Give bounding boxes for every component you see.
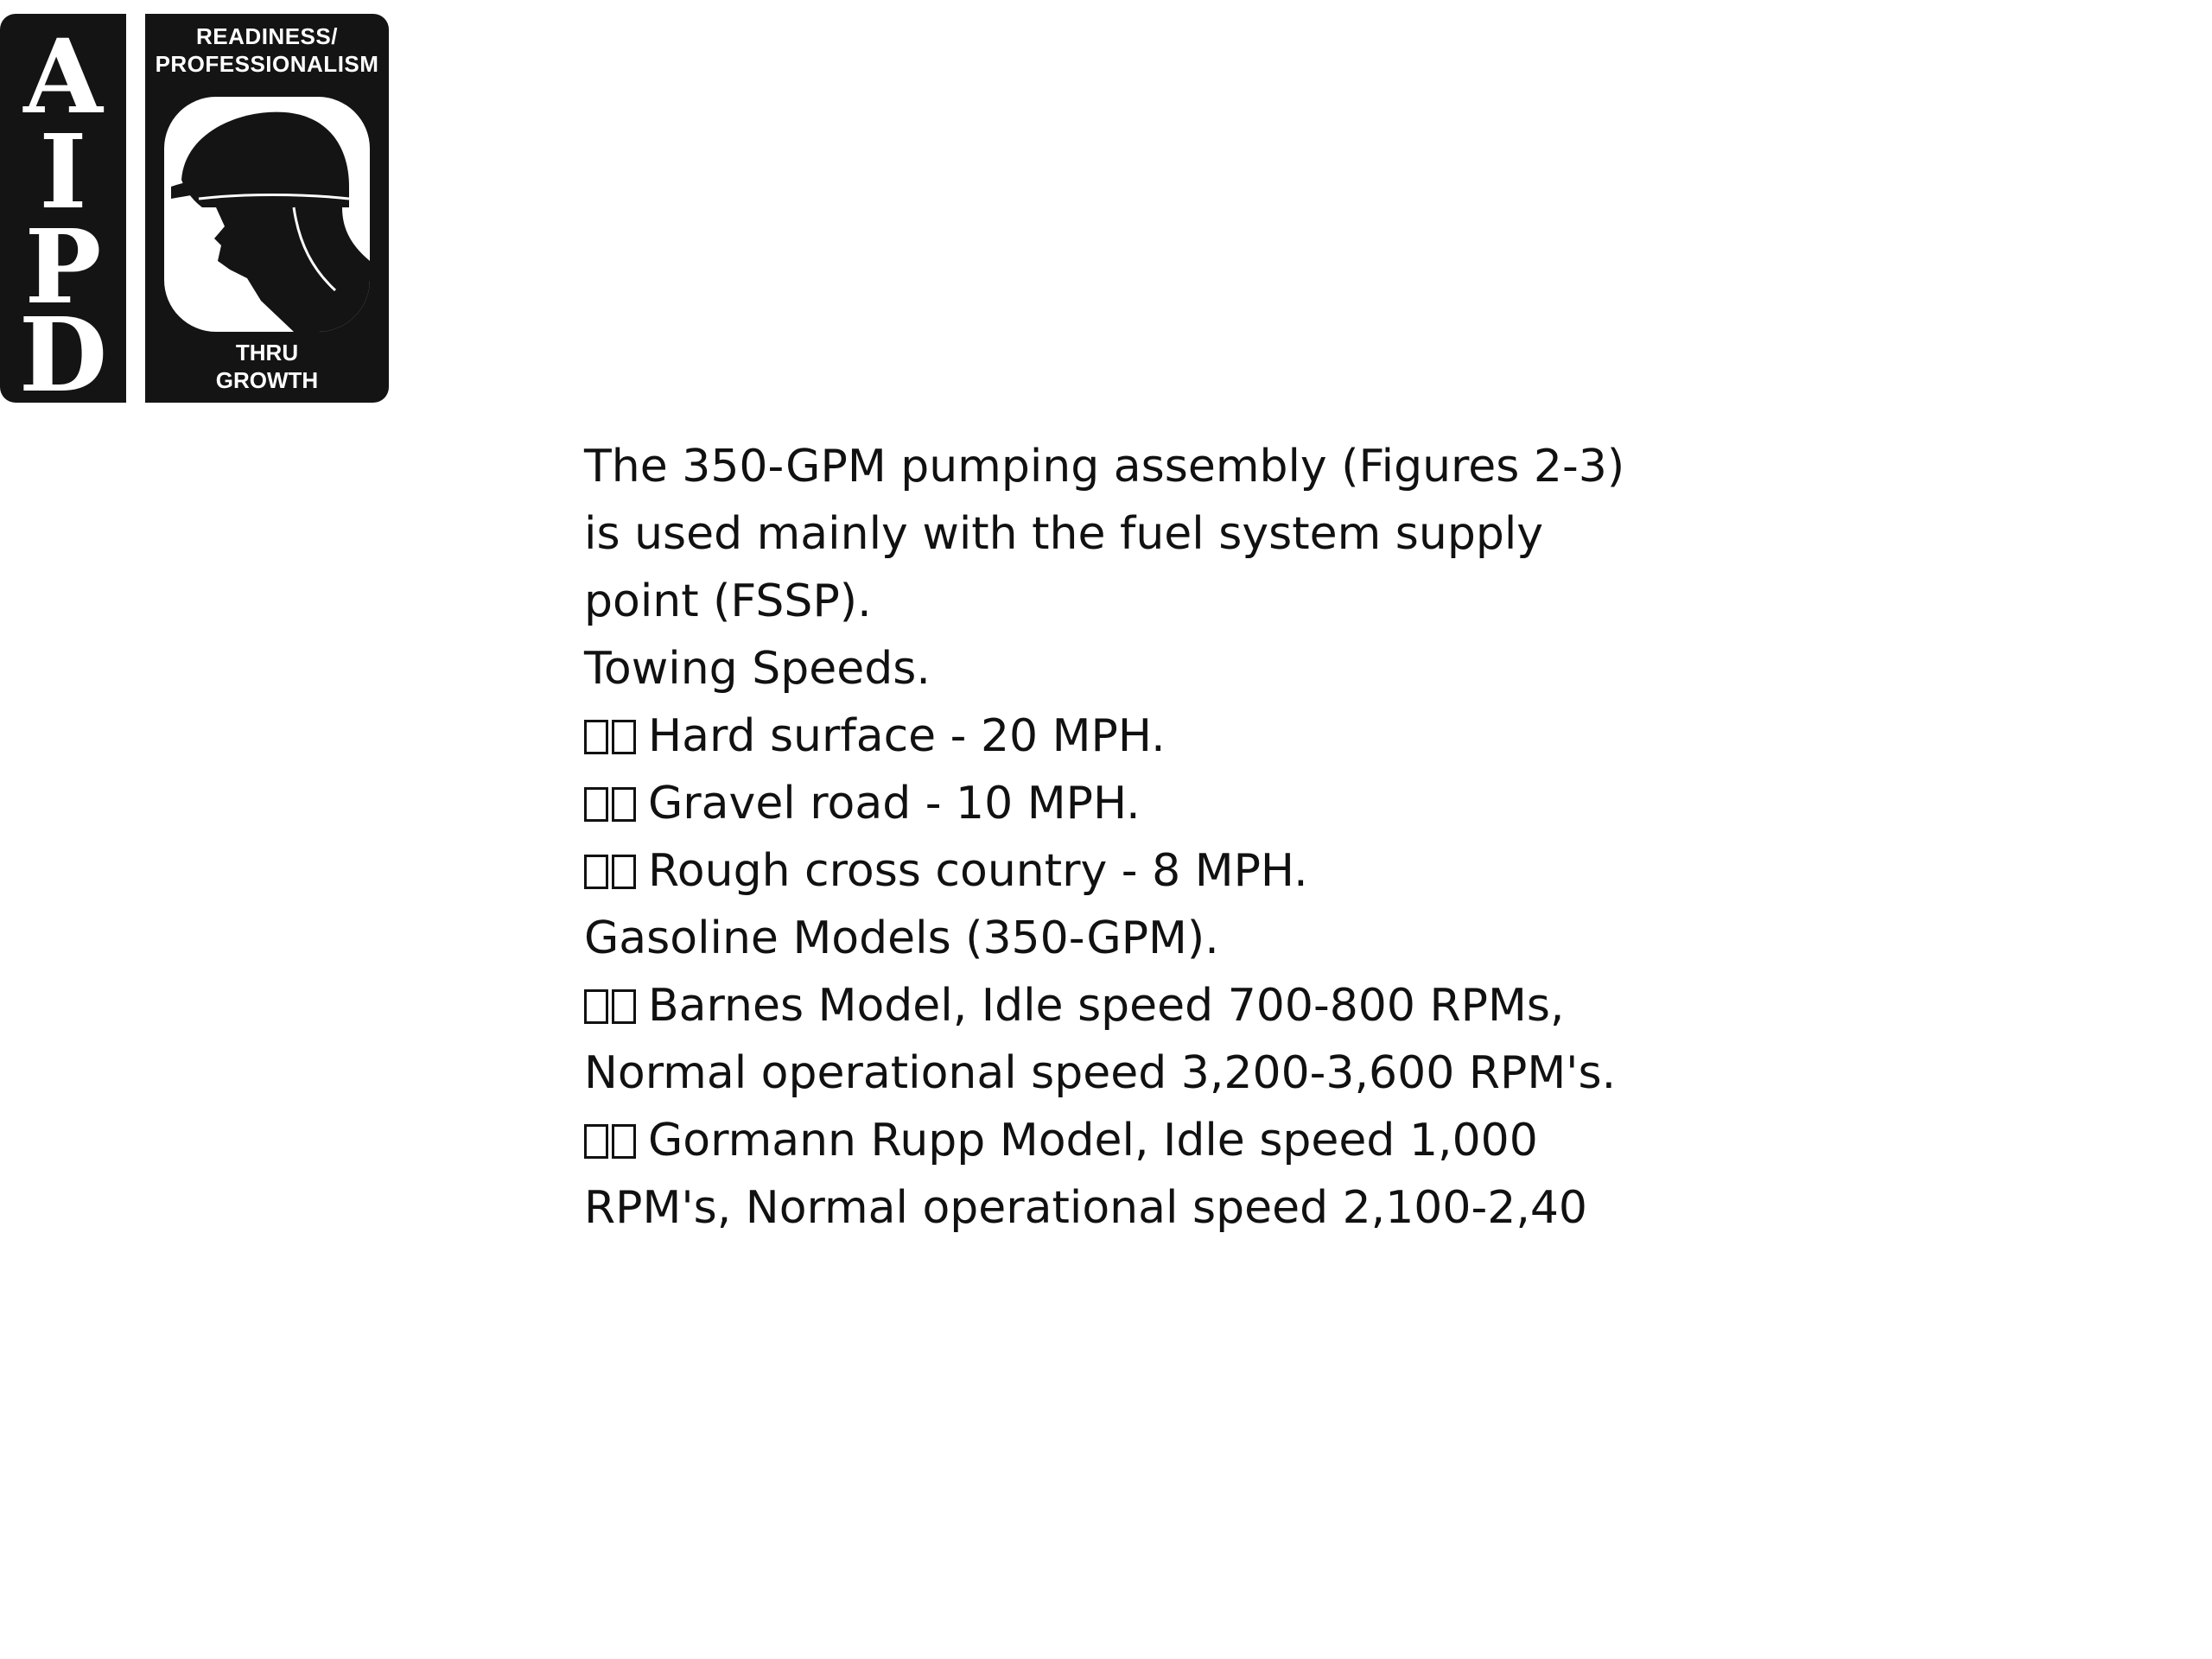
bullet-text: Hard surface - 20 MPH. [648,710,1166,762]
missing-glyph-icon [612,720,636,754]
bullet-text: Gravel road - 10 MPH. [648,778,1141,830]
bullet-gormann-rupp-model [584,1107,1656,1174]
logo-emblem-panel [145,14,389,403]
logo-top-line-2: PROFESSIONALISM [155,51,379,77]
missing-glyph-icon [584,855,608,889]
logo-bottom-line-2: GROWTH [215,367,319,393]
logo-letter-d: D [18,295,108,415]
bullet-gravel-road [584,770,1656,837]
soldier-helmet-icon [164,97,370,332]
logo-letter-column [0,14,126,415]
text-line-intro-3: point (FSSP). [584,575,872,627]
missing-glyph-icon [612,855,636,889]
bullet-barnes-model [584,972,1656,1039]
logo-top-text [145,22,389,78]
missing-glyph-icon [584,1124,608,1159]
logo-letter-p: P [24,207,102,327]
logo-top-line-1: READINESS/ [196,23,338,49]
logo-letter-a: A [23,16,103,137]
slide-body-text [584,433,1656,1242]
missing-glyph-icon [584,787,608,822]
logo-letter-i: I [39,111,87,232]
bullet-hard-surface [584,702,1656,770]
missing-glyph-icon [584,720,608,754]
bullet-text: Gormann Rupp Model, Idle speed 1,000 [648,1115,1538,1166]
missing-glyph-icon [612,787,636,822]
bullet-text: Rough cross country - 8 MPH. [648,845,1308,897]
logo-bottom-line-1: THRU [235,340,299,365]
missing-glyph-icon [612,989,636,1024]
text-line-gormann-continued: RPM's, Normal operational speed 2,100-2,40 [584,1182,1588,1234]
bullet-text: Barnes Model, Idle speed 700-800 RPMs, [648,980,1565,1032]
missing-glyph-icon [584,989,608,1024]
aipd-logo [0,14,389,415]
missing-glyph-icon [612,1124,636,1159]
text-line-intro-1: The 350-GPM pumping assembly (Figures 2-3) [584,441,1625,493]
bullet-rough-cross-country [584,837,1656,905]
text-line-intro-2: is used mainly with the fuel system supply [584,508,1544,560]
text-line-barnes-continued: Normal operational speed 3,200-3,600 RPM's. [584,1047,1617,1099]
heading-towing-speeds: Towing Speeds. [584,643,931,695]
heading-gasoline-models: Gasoline Models (350-GPM). [584,912,1219,964]
logo-bottom-text [145,339,389,394]
